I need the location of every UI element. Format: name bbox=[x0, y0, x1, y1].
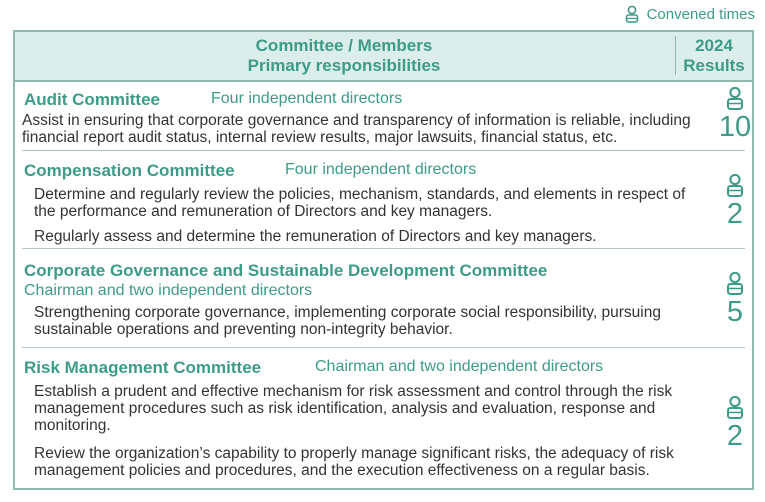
responsibility-text: Determine and regularly review the policies, mechanism, standards, and elements in respect of the performance and remuneration of Directors and key managers. bbox=[34, 186, 686, 220]
header-col1-line2: Primary responsibilities bbox=[247, 56, 441, 75]
legend bbox=[625, 5, 755, 23]
convened-count: 2 bbox=[726, 198, 744, 230]
table-header bbox=[15, 32, 752, 82]
header-committee-column bbox=[15, 36, 673, 76]
person-icon bbox=[625, 5, 639, 23]
person-icon bbox=[726, 271, 744, 295]
committee-name: Audit Committee bbox=[24, 90, 160, 109]
committee-name: Compensation Committee bbox=[24, 161, 235, 180]
committee-members: Chairman and two independent directors bbox=[315, 358, 604, 375]
convened-count: 2 bbox=[726, 420, 744, 452]
committee-table bbox=[13, 30, 754, 490]
responsibility-text: Establish a prudent and effective mechanism for risk assessment and control through the risk management procedures such as risk identification, analysis and evaluation, response and monitoring. bbox=[34, 383, 673, 434]
header-results-column bbox=[676, 36, 752, 76]
convened-count: 10 bbox=[718, 111, 752, 143]
responsibility-text: Regularly assess and determine the remuneration of Directors and key managers. bbox=[34, 228, 597, 245]
convened-count: 5 bbox=[726, 296, 744, 328]
convened-result bbox=[715, 271, 755, 327]
committee-members: Four independent directors bbox=[211, 90, 403, 107]
convened-result bbox=[715, 173, 755, 229]
person-icon bbox=[726, 86, 744, 110]
header-col1-line1: Committee / Members bbox=[255, 36, 433, 55]
convened-result bbox=[715, 86, 755, 142]
responsibility-text: Strengthening corporate governance, implementing corporate social responsibility, pursuing sustainable operations and preventing non-integrity behavior. bbox=[34, 304, 661, 338]
header-col2-line2: Results bbox=[683, 56, 745, 75]
legend-label: Convened times bbox=[646, 5, 755, 23]
responsibility-text: Review the organization’s capability to properly manage significant risks, the adequacy of risk management policies and procedures, and the execution effectiveness on a regular basis. bbox=[34, 445, 674, 479]
responsibility-text: Assist in ensuring that corporate governance and transparency of information is reliable, including financial report audit status, internal review results, major lawsuits, financial status, etc. bbox=[22, 112, 691, 146]
committee-name: Risk Management Committee bbox=[24, 358, 262, 377]
committee-members: Four independent directors bbox=[285, 161, 477, 178]
header-col2-line1: 2024 bbox=[695, 36, 733, 55]
convened-result bbox=[715, 395, 755, 451]
committee-name: Corporate Governance and Sustainable Development Committee bbox=[24, 261, 548, 280]
person-icon bbox=[726, 173, 744, 197]
person-icon bbox=[726, 395, 744, 419]
committee-row-audit bbox=[15, 82, 752, 150]
committee-row-risk bbox=[15, 348, 752, 488]
committee-row-governance bbox=[15, 249, 752, 345]
committee-row-compensation bbox=[15, 151, 752, 248]
committee-members: Chairman and two independent directors bbox=[24, 282, 313, 299]
